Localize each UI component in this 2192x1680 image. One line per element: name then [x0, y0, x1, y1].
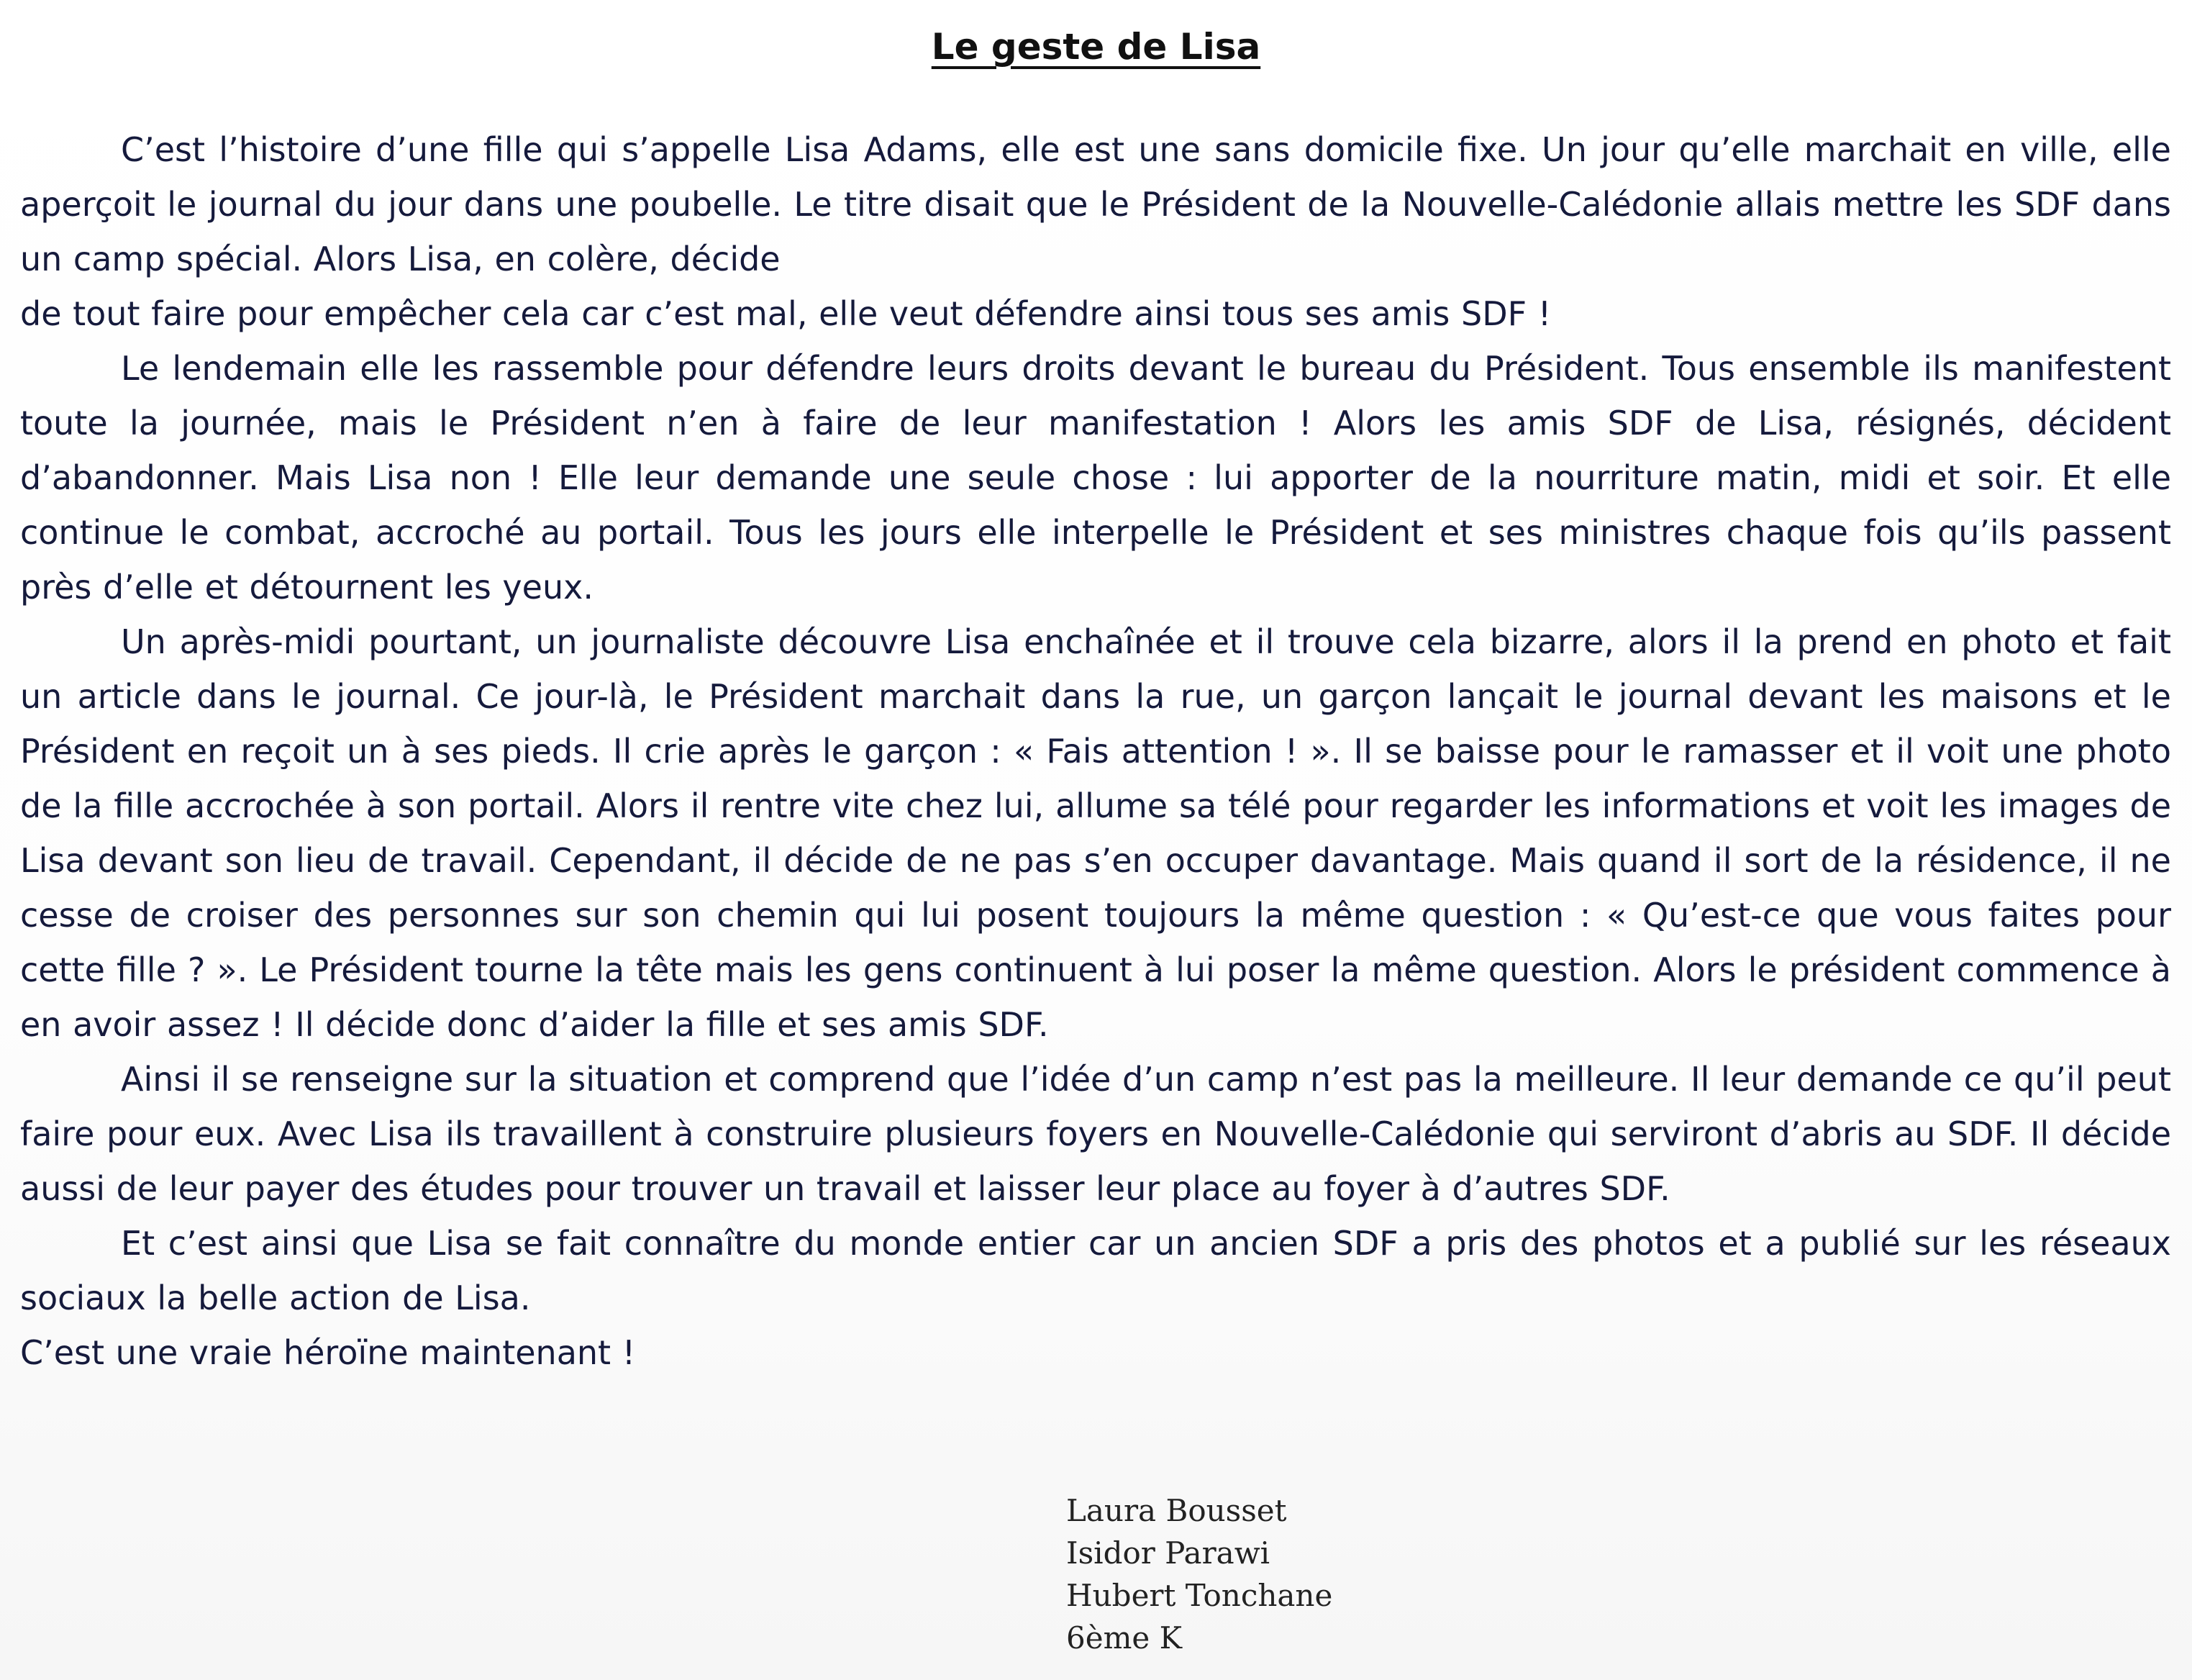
paragraph-2: de tout faire pour empêcher cela car c’est mal, elle veut défendre ainsi tous ses amis SDF ! — [20, 294, 1552, 333]
author-name: Hubert Tonchane — [1066, 1578, 1333, 1613]
paragraph-1: C’est l’histoire d’une fille qui s’appelle Lisa Adams, elle est une sans domicile fixe. Un jour qu’elle marchait en ville, elle aperçoit le journal du jour dans une poubelle. Le titre disait que le Président de la Nouvelle-Calédonie allais mettre les SDF dans un camp spécial. Alors Lisa, en colère, décide — [20, 130, 2171, 278]
paragraph-3: Le lendemain elle les rassemble pour défendre leurs droits devant le bureau du Président. Tous ensemble ils manifestent toute la journée, mais le Président n’en à faire de leur manifestation ! Alors les amis SDF de Lisa, résignés, décident d’abandonner. Mais Lisa non ! Elle leur demande une seule chose : lui apporter de la nourriture matin, midi et soir. Et elle continue le combat, accroché au portail. Tous les jours elle interpelle le Président et ses ministres chaque fois qu’ils passent près d’elle et détournent les yeux. — [20, 349, 2171, 607]
paragraph-6: Et c’est ainsi que Lisa se fait connaître du monde entier car un ancien SDF a pris des photos et a publié sur les réseaux sociaux la belle action de Lisa. — [20, 1224, 2171, 1317]
document-title: Le geste de Lisa — [931, 26, 1261, 68]
paragraph-4: Un après-midi pourtant, un journaliste découvre Lisa enchaînée et il trouve cela bizarre, alors il la prend en photo et fait un article dans le journal. Ce jour-là, le Président marchait dans la rue, un garçon lançait le journal devant les maisons et le Président en reçoit un à ses pieds. Il crie après le garçon : « Fais attention ! ». Il se baisse pour le ramasser et il voit une photo de la fille accrochée à son portail. Alors il rentre vite chez lui, allume sa télé pour regarder les informations et voit les images de Lisa devant son lieu de travail. Cependant, il décide de ne pas s’en occuper davantage. Mais quand il sort de la résidence, il ne cesse de croiser des personnes sur son chemin qui lui posent toujours la même question : « Qu’est-ce que vous faites pour cette fille ? ». Le Président tourne la tête mais les gens continuent à lui poser la même question. Alors le président commence à en avoir assez ! Il décide donc d’aider la fille et ses amis SDF. — [20, 622, 2171, 1044]
author-name: Laura Bousset — [1066, 1493, 1287, 1528]
author-name: Isidor Parawi — [1066, 1535, 1270, 1571]
author-signatures — [1066, 1489, 1570, 1659]
paragraph-7: C’est une vraie héroïne maintenant ! — [20, 1333, 636, 1372]
paragraph-5: Ainsi il se renseigne sur la situation et comprend que l’idée d’un camp n’est pas la meilleure. Il leur demande ce qu’il peut faire pour eux. Avec Lisa ils travaillent à construire plusieurs foyers en Nouvelle-Calédonie qui serviront d’abris au SDF. Il décide aussi de leur payer des études pour trouver un travail et laisser leur place au foyer à d’autres SDF. — [20, 1060, 2171, 1208]
document-body — [20, 122, 2171, 1380]
class-label: 6ème K — [1066, 1620, 1182, 1656]
